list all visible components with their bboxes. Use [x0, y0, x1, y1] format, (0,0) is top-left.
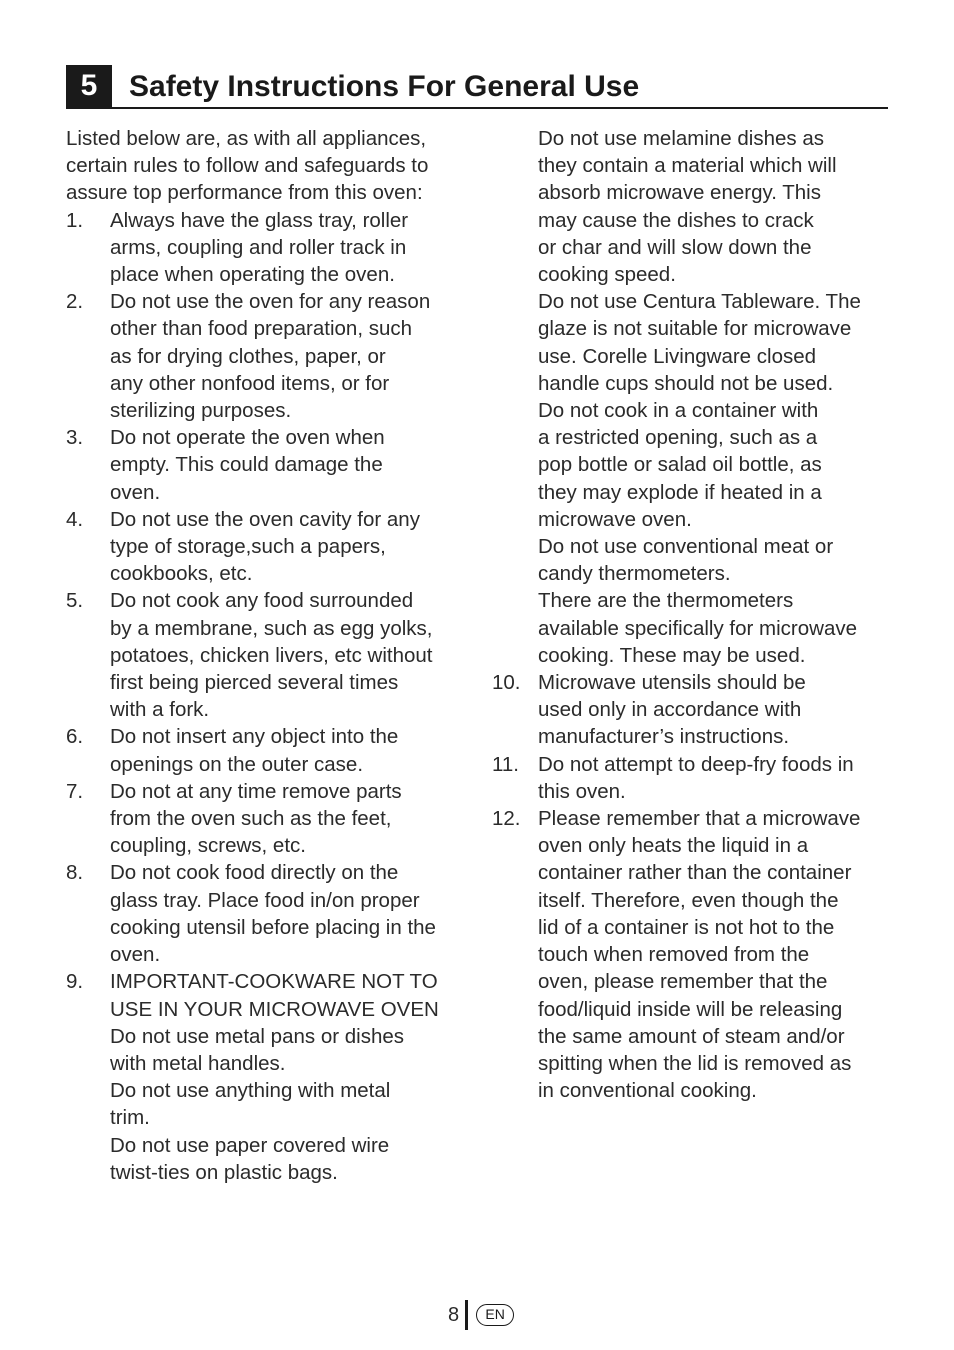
item-number: 7. [66, 779, 84, 803]
list-item [66, 723, 466, 777]
item-line: other than food preparation, such [110, 317, 413, 341]
item-line: cooking utensil before placing in the [110, 915, 436, 939]
item-number: 11. [492, 752, 519, 776]
item-line: this oven. [538, 779, 626, 803]
item-line: trim. [110, 1106, 150, 1130]
item-line: empty. This could damage the [110, 453, 383, 477]
item-line: the same amount of steam and/or [538, 1024, 845, 1048]
item-line: they may explode if heated in a [538, 480, 822, 504]
list-item [492, 669, 888, 751]
item-text [110, 859, 466, 968]
item-line: Do not use anything with metal [110, 1079, 391, 1103]
item-line: Do not use conventional meat or [538, 535, 834, 559]
item-number: 2. [66, 290, 84, 314]
item-line: sterilizing purposes. [110, 399, 292, 423]
item-line: handle cups should not be used. [538, 371, 834, 395]
item-line: Do not at any time remove parts [110, 779, 402, 803]
item-line: Microwave utensils should be [538, 671, 806, 695]
item-line: cookbooks, etc. [110, 562, 253, 586]
item-line: lid of a container is not hot to the [538, 915, 835, 939]
item-line: Do not use Centura Tableware. The [538, 290, 861, 314]
item-line: with a fork. [110, 698, 210, 722]
page-footer [448, 1299, 514, 1331]
page-number: 8 [448, 1304, 460, 1326]
item-line: with metal handles. [110, 1051, 286, 1075]
item-text [110, 288, 466, 424]
intro-line: Listed below are, as with all appliances, [66, 127, 427, 150]
item-text [110, 587, 466, 723]
item-text [538, 669, 888, 751]
item-line: spitting when the lid is removed as [538, 1051, 852, 1075]
list-item [66, 587, 466, 723]
item-number: 4. [66, 507, 84, 531]
item-line: as for drying clothes, paper, or [110, 344, 386, 368]
item-text [110, 506, 466, 588]
list-item [66, 968, 466, 1186]
item-line: candy thermometers. [538, 562, 731, 586]
item-line: Do not operate the oven when [110, 426, 385, 450]
item-line: Do not insert any object into the [110, 725, 399, 749]
item-line: place when operating the oven. [110, 263, 395, 287]
item-text [110, 424, 466, 506]
item-line: pop bottle or salad oil bottle, as [538, 453, 822, 477]
list-item [66, 424, 466, 506]
item-9-continuation [538, 125, 888, 669]
item-line: cooking. These may be used. [538, 643, 806, 667]
item-line: a restricted opening, such as a [538, 426, 818, 450]
item-line: oven only heats the liquid in a [538, 834, 809, 858]
instruction-list-right [492, 669, 888, 1104]
item-line: twist-ties on plastic bags. [110, 1160, 338, 1184]
item-number: 8. [66, 861, 84, 885]
item-line: oven. [110, 943, 161, 967]
item-line: There are the thermometers [538, 589, 794, 613]
item-line: oven, please remember that the [538, 970, 828, 994]
item-line: Do not attempt to deep-fry foods in [538, 752, 854, 776]
right-column [492, 125, 888, 1104]
left-column [66, 125, 466, 1186]
item-line: absorb microwave energy. This [538, 181, 821, 205]
section-header [66, 65, 888, 109]
item-line: first being pierced several times [110, 671, 399, 695]
item-text [110, 778, 466, 860]
item-line: food/liquid inside will be releasing [538, 997, 843, 1021]
item-text [538, 751, 888, 805]
item-line: container rather than the container [538, 861, 852, 885]
item-line: in conventional cooking. [538, 1079, 757, 1103]
item-line: Do not cook in a container with [538, 399, 819, 423]
list-item [66, 778, 466, 860]
item-line: any other nonfood items, or for [110, 371, 390, 395]
footer-divider [465, 1300, 468, 1330]
item-number: 12. [492, 807, 521, 831]
item-line: Do not cook food directly on the [110, 861, 399, 885]
list-item [66, 207, 466, 289]
item-line: Please remember that a microwave [538, 807, 861, 831]
item-line: glass tray. Place food in/on proper [110, 888, 420, 912]
item-line: Do not use the oven cavity for any [110, 507, 420, 531]
item-number: 5. [66, 589, 84, 613]
item-number: 1. [66, 208, 84, 232]
list-item [66, 859, 466, 968]
instruction-list-left [66, 207, 466, 1186]
list-item [492, 751, 888, 805]
item-line: cooking speed. [538, 263, 676, 287]
item-line: coupling, screws, etc. [110, 834, 306, 858]
item-line: manufacturer’s instructions. [538, 725, 790, 749]
item-line: potatoes, chicken livers, etc without [110, 643, 433, 667]
item-line: used only in accordance with [538, 698, 802, 722]
item-text [538, 805, 888, 1104]
item-line: Do not use melamine dishes as [538, 127, 825, 150]
item-line: may cause the dishes to crack [538, 208, 814, 232]
list-item [66, 288, 466, 424]
section-title: Safety Instructions For General Use [129, 70, 640, 103]
item-line: openings on the outer case. [110, 752, 364, 776]
item-line: Do not cook any food surrounded [110, 589, 414, 613]
section-number-badge: 5 [66, 65, 112, 107]
item-number: 3. [66, 426, 84, 450]
intro-line: assure top performance from this oven: [66, 181, 423, 205]
item-line: use. Corelle Livingware closed [538, 344, 817, 368]
item-line: Do not use metal pans or dishes [110, 1024, 404, 1048]
item-line: Do not use the oven for any reason [110, 290, 431, 314]
item-line: glaze is not suitable for microwave [538, 317, 852, 341]
item-number: 9. [66, 970, 84, 994]
item-line: USE IN YOUR MICROWAVE OVEN [110, 997, 439, 1021]
item-line: Always have the glass tray, roller [110, 208, 409, 232]
item-line: available specifically for microwave [538, 616, 858, 640]
item-line: IMPORTANT-COOKWARE NOT TO [110, 970, 438, 994]
item-line: microwave oven. [538, 507, 692, 531]
item-number: 6. [66, 725, 84, 749]
item-line: type of storage,such a papers, [110, 535, 386, 559]
intro-paragraph [66, 125, 466, 207]
item-line: from the oven such as the feet, [110, 807, 392, 831]
item-text [110, 968, 466, 1186]
item-line: oven. [110, 480, 161, 504]
language-badge: EN [476, 1304, 514, 1326]
item-line: touch when removed from the [538, 943, 810, 967]
item-line: Do not use paper covered wire [110, 1133, 390, 1157]
item-line: they contain a material which will [538, 154, 837, 178]
item-text [110, 207, 466, 289]
item-line: or char and will slow down the [538, 235, 812, 259]
item-number: 10. [492, 671, 521, 695]
list-item [492, 805, 888, 1104]
item-line: itself. Therefore, even though the [538, 888, 839, 912]
item-text [110, 723, 466, 777]
item-line: arms, coupling and roller track in [110, 235, 407, 259]
item-line: by a membrane, such as egg yolks, [110, 616, 433, 640]
intro-line: certain rules to follow and safeguards to [66, 154, 429, 178]
list-item [66, 506, 466, 588]
